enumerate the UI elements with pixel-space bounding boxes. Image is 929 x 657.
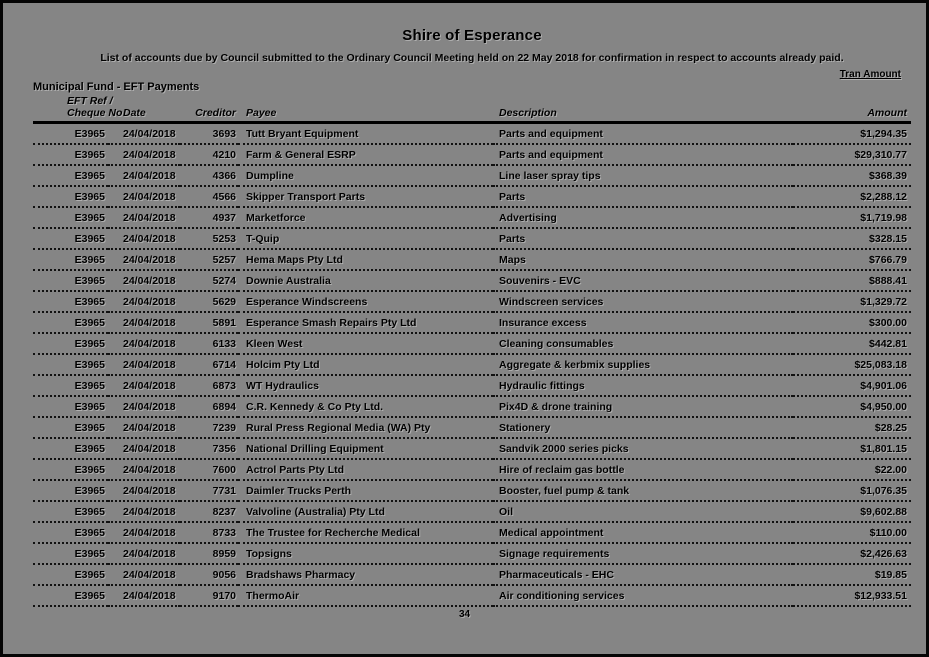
- cell-creditor-number: 9170: [180, 585, 238, 606]
- cell-creditor-number: 5274: [180, 270, 238, 291]
- cell-description: Oil: [493, 501, 793, 522]
- page-title: Shire of Esperance: [402, 27, 542, 44]
- cell-eft-ref: E3965: [33, 354, 108, 375]
- cell-description: Insurance excess: [493, 312, 793, 333]
- eft-ref-header-line2: Cheque No: [67, 107, 123, 119]
- table-row: [33, 228, 911, 249]
- eft-ref-header-line1: EFT Ref /: [67, 95, 113, 107]
- cell-eft-ref: E3965: [33, 522, 108, 543]
- cell-amount: $368.39: [793, 165, 911, 186]
- cell-eft-ref: E3965: [33, 165, 108, 186]
- cell-date: 24/04/2018: [108, 144, 180, 165]
- cell-payee: Farm & General ESRP: [238, 144, 493, 165]
- cell-payee: Downie Australia: [238, 270, 493, 291]
- cell-date: 24/04/2018: [108, 543, 180, 564]
- column-header-amount: Amount: [793, 95, 911, 123]
- table-header-row: [33, 95, 911, 123]
- table-row: [33, 144, 911, 165]
- cell-eft-ref: E3965: [33, 501, 108, 522]
- cell-amount: $1,076.35: [793, 480, 911, 501]
- cell-creditor-number: 5891: [180, 312, 238, 333]
- cell-description: Hire of reclaim gas bottle: [493, 459, 793, 480]
- column-header-payee: Payee: [238, 95, 493, 123]
- cell-payee: Tutt Bryant Equipment: [238, 123, 493, 145]
- cell-description: Pharmaceuticals - EHC: [493, 564, 793, 585]
- cell-description: Parts and equipment: [493, 123, 793, 145]
- cell-payee: Bradshaws Pharmacy: [238, 564, 493, 585]
- cell-amount: $766.79: [793, 249, 911, 270]
- cell-payee: Esperance Smash Repairs Pty Ltd: [238, 312, 493, 333]
- cell-creditor-number: 7356: [180, 438, 238, 459]
- cell-eft-ref: E3965: [33, 249, 108, 270]
- cell-eft-ref: E3965: [33, 123, 108, 145]
- document-subtitle: List of accounts due by Council submitted to the Ordinary Council Meeting held on 22 May 2018 for confirmation in respect to accounts already paid.: [100, 52, 844, 64]
- cell-description: Parts: [493, 186, 793, 207]
- table-row: [33, 375, 911, 396]
- cell-creditor-number: 4366: [180, 165, 238, 186]
- cell-payee: C.R. Kennedy & Co Pty Ltd.: [238, 396, 493, 417]
- cell-eft-ref: E3965: [33, 564, 108, 585]
- cell-creditor-number: 3693: [180, 123, 238, 145]
- cell-amount: $110.00: [793, 522, 911, 543]
- cell-amount: $12,933.51: [793, 585, 911, 606]
- cell-description: Sandvik 2000 series picks: [493, 438, 793, 459]
- cell-description: Air conditioning services: [493, 585, 793, 606]
- cell-eft-ref: E3965: [33, 312, 108, 333]
- cell-payee: T-Quip: [238, 228, 493, 249]
- cell-eft-ref: E3965: [33, 417, 108, 438]
- cell-amount: $2,426.63: [793, 543, 911, 564]
- cell-amount: $300.00: [793, 312, 911, 333]
- cell-eft-ref: E3965: [33, 333, 108, 354]
- cell-date: 24/04/2018: [108, 396, 180, 417]
- table-row: [33, 543, 911, 564]
- cell-payee: Holcim Pty Ltd: [238, 354, 493, 375]
- cell-date: 24/04/2018: [108, 438, 180, 459]
- table-row: [33, 480, 911, 501]
- cell-payee: Actrol Parts Pty Ltd: [238, 459, 493, 480]
- cell-description: Line laser spray tips: [493, 165, 793, 186]
- cell-eft-ref: E3965: [33, 207, 108, 228]
- cell-amount: $29,310.77: [793, 144, 911, 165]
- cell-creditor-number: 4210: [180, 144, 238, 165]
- cell-date: 24/04/2018: [108, 375, 180, 396]
- cell-date: 24/04/2018: [108, 459, 180, 480]
- cell-eft-ref: E3965: [33, 585, 108, 606]
- table-row: [33, 438, 911, 459]
- cell-creditor-number: 7600: [180, 459, 238, 480]
- page-number: 34: [458, 609, 471, 620]
- section-heading-municipal-fund: Municipal Fund - EFT Payments: [33, 81, 200, 93]
- cell-creditor-number: 6894: [180, 396, 238, 417]
- cell-eft-ref: E3965: [33, 291, 108, 312]
- cell-amount: $1,801.15: [793, 438, 911, 459]
- cell-date: 24/04/2018: [108, 585, 180, 606]
- cell-date: 24/04/2018: [108, 123, 180, 145]
- column-header-eft-ref: [33, 95, 123, 123]
- cell-creditor-number: 8959: [180, 543, 238, 564]
- cell-date: 24/04/2018: [108, 354, 180, 375]
- cell-payee: Marketforce: [238, 207, 493, 228]
- cell-amount: $19.85: [793, 564, 911, 585]
- cell-payee: National Drilling Equipment: [238, 438, 493, 459]
- table-row: [33, 165, 911, 186]
- cell-payee: WT Hydraulics: [238, 375, 493, 396]
- cell-amount: $1,719.98: [793, 207, 911, 228]
- cell-description: Advertising: [493, 207, 793, 228]
- table-row: [33, 207, 911, 228]
- cell-amount: $25,083.18: [793, 354, 911, 375]
- cell-eft-ref: E3965: [33, 270, 108, 291]
- cell-payee: Kleen West: [238, 333, 493, 354]
- cell-payee: Dumpline: [238, 165, 493, 186]
- cell-date: 24/04/2018: [108, 501, 180, 522]
- cell-description: Aggregate & kerbmix supplies: [493, 354, 793, 375]
- cell-description: Booster, fuel pump & tank: [493, 480, 793, 501]
- cell-payee: Daimler Trucks Perth: [238, 480, 493, 501]
- table-row: [33, 396, 911, 417]
- cell-description: Medical appointment: [493, 522, 793, 543]
- table-row: [33, 312, 911, 333]
- cell-date: 24/04/2018: [108, 333, 180, 354]
- cell-eft-ref: E3965: [33, 144, 108, 165]
- cell-payee: The Trustee for Recherche Medical: [238, 522, 493, 543]
- cell-eft-ref: E3965: [33, 228, 108, 249]
- cell-date: 24/04/2018: [108, 228, 180, 249]
- cell-creditor-number: 4566: [180, 186, 238, 207]
- cell-date: 24/04/2018: [108, 564, 180, 585]
- table-row: [33, 291, 911, 312]
- cell-amount: $328.15: [793, 228, 911, 249]
- cell-creditor-number: 5257: [180, 249, 238, 270]
- cell-payee: ThermoAir: [238, 585, 493, 606]
- cell-creditor-number: 6714: [180, 354, 238, 375]
- eft-payments-table: [33, 95, 911, 607]
- table-row: [33, 123, 911, 145]
- column-header-creditor: Creditor: [180, 95, 238, 123]
- cell-date: 24/04/2018: [108, 186, 180, 207]
- table-row: [33, 564, 911, 585]
- cell-payee: Hema Maps Pty Ltd: [238, 249, 493, 270]
- cell-date: 24/04/2018: [108, 207, 180, 228]
- cell-payee: Valvoline (Australia) Pty Ltd: [238, 501, 493, 522]
- cell-amount: $2,288.12: [793, 186, 911, 207]
- cell-amount: $28.25: [793, 417, 911, 438]
- cell-description: Parts and equipment: [493, 144, 793, 165]
- column-header-date: Date: [108, 95, 180, 123]
- cell-amount: $1,294.35: [793, 123, 911, 145]
- cell-creditor-number: 5629: [180, 291, 238, 312]
- cell-description: Maps: [493, 249, 793, 270]
- cell-creditor-number: 6133: [180, 333, 238, 354]
- cell-amount: $22.00: [793, 459, 911, 480]
- cell-description: Parts: [493, 228, 793, 249]
- cell-eft-ref: E3965: [33, 543, 108, 564]
- table-row: [33, 270, 911, 291]
- cell-description: Stationery: [493, 417, 793, 438]
- cell-amount: $442.81: [793, 333, 911, 354]
- cell-creditor-number: 5253: [180, 228, 238, 249]
- cell-description: Signage requirements: [493, 543, 793, 564]
- column-header-description: Description: [493, 95, 793, 123]
- cell-description: Souvenirs - EVC: [493, 270, 793, 291]
- cell-creditor-number: 4937: [180, 207, 238, 228]
- cell-date: 24/04/2018: [108, 249, 180, 270]
- cell-eft-ref: E3965: [33, 396, 108, 417]
- table-row: [33, 354, 911, 375]
- tran-amount-label: Tran Amount: [839, 69, 901, 80]
- cell-date: 24/04/2018: [108, 165, 180, 186]
- cell-creditor-number: 8733: [180, 522, 238, 543]
- cell-description: Windscreen services: [493, 291, 793, 312]
- cell-amount: $888.41: [793, 270, 911, 291]
- cell-payee: Skipper Transport Parts: [238, 186, 493, 207]
- cell-date: 24/04/2018: [108, 417, 180, 438]
- cell-amount: $9,602.88: [793, 501, 911, 522]
- cell-description: Hydraulic fittings: [493, 375, 793, 396]
- table-row: [33, 585, 911, 606]
- cell-eft-ref: E3965: [33, 186, 108, 207]
- cell-eft-ref: E3965: [33, 459, 108, 480]
- cell-creditor-number: 9056: [180, 564, 238, 585]
- cell-creditor-number: 7239: [180, 417, 238, 438]
- table-row: [33, 501, 911, 522]
- cell-date: 24/04/2018: [108, 522, 180, 543]
- cell-description: Cleaning consumables: [493, 333, 793, 354]
- table-row: [33, 522, 911, 543]
- cell-date: 24/04/2018: [108, 291, 180, 312]
- cell-creditor-number: 7731: [180, 480, 238, 501]
- cell-amount: $4,901.06: [793, 375, 911, 396]
- cell-eft-ref: E3965: [33, 480, 108, 501]
- cell-eft-ref: E3965: [33, 438, 108, 459]
- cell-amount: $1,329.72: [793, 291, 911, 312]
- cell-date: 24/04/2018: [108, 480, 180, 501]
- table-row: [33, 459, 911, 480]
- cell-date: 24/04/2018: [108, 312, 180, 333]
- cell-date: 24/04/2018: [108, 270, 180, 291]
- cell-creditor-number: 8237: [180, 501, 238, 522]
- cell-payee: Topsigns: [238, 543, 493, 564]
- cell-creditor-number: 6873: [180, 375, 238, 396]
- table-row: [33, 186, 911, 207]
- cell-eft-ref: E3965: [33, 375, 108, 396]
- table-row: [33, 249, 911, 270]
- cell-amount: $4,950.00: [793, 396, 911, 417]
- table-row: [33, 333, 911, 354]
- cell-payee: Rural Press Regional Media (WA) Pty: [238, 417, 493, 438]
- cell-description: Pix4D & drone training: [493, 396, 793, 417]
- cell-payee: Esperance Windscreens: [238, 291, 493, 312]
- table-row: [33, 417, 911, 438]
